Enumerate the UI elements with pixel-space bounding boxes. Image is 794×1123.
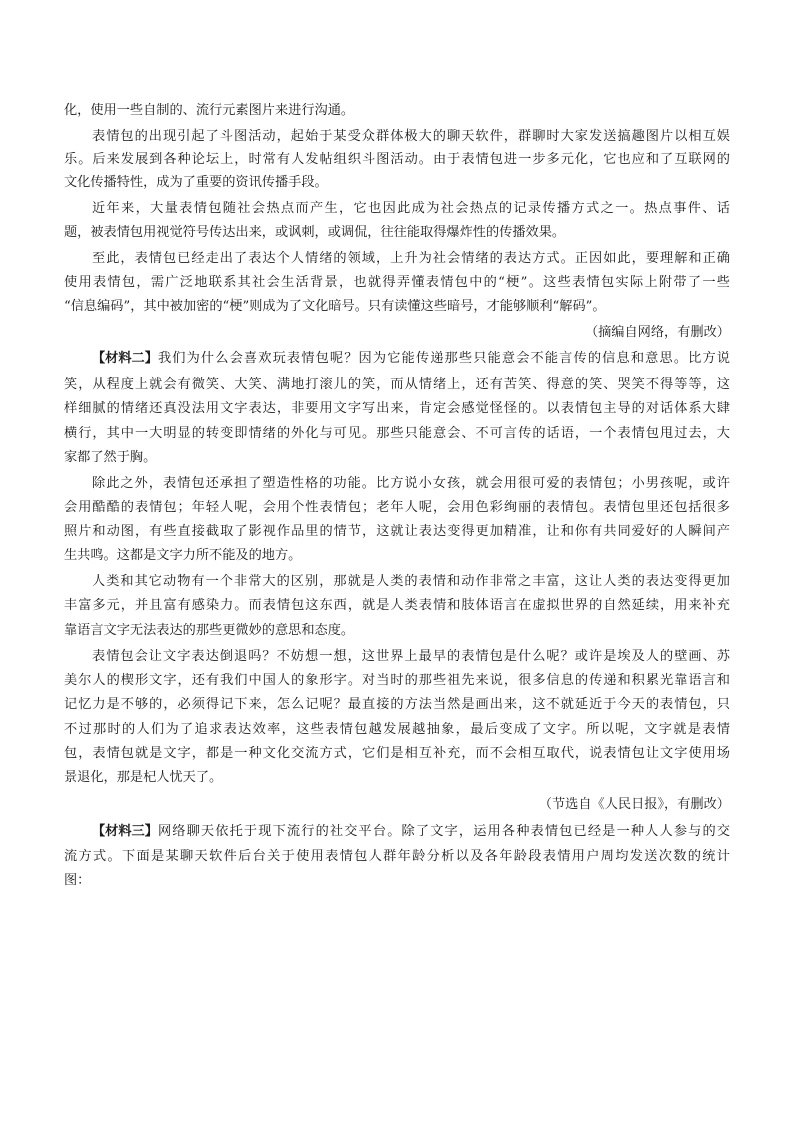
paragraph-line: 景退化，那是杞人忧天了。 bbox=[64, 770, 223, 785]
paragraph-line: 记忆力是不够的，必须得记下来，怎么记呢？最直接的方法当然是画出来，这不就延近于今天的表情包，只 bbox=[64, 697, 730, 712]
paragraph-line: 靠语言文字无法表达的那些更微妙的意思和态度。 bbox=[64, 623, 355, 638]
paragraph-line: 表情包会让文字表达倒退吗？不妨想一想，这世界上最早的表情包是什么呢？或许是埃及人的壁画、苏 bbox=[92, 649, 730, 664]
paragraph-line bbox=[92, 825, 730, 838]
paragraph-line: 包，表情包就是文字，都是一种文化交流方式，它们是相互补充，而不会相互取代，说表情包让文字使用场 bbox=[64, 746, 730, 761]
paragraph-line: 流方式。下面是某聊天软件后台关于使用表情包人群年龄分析以及各年龄段表情用户周均发送次数的统计 bbox=[64, 849, 730, 864]
paragraph-line: 样细腻的情绪还真没法用文字表达，非要用文字写出来，肯定会感觉怪怪的。以表情包主导的对话体系大肆 bbox=[64, 401, 730, 416]
material-two-label: 【材料二】 bbox=[92, 351, 158, 366]
paragraph-line: 丰富多元，并且富有感染力。而表情包这东西，就是人类表情和肢体语言在虚拟世界的自然延续，用来补充 bbox=[64, 598, 730, 613]
paragraph-line: 不过那时的人们为了追求表达效率，这些表情包越发展越抽象，最后变成了文字。所以呢，文字就是表情 bbox=[64, 722, 730, 737]
material-three-label: 【材料三】 bbox=[92, 824, 158, 839]
paragraph-line: 至此，表情包已经走出了表达个人情绪的领域，上升为社会情绪的表达方式。正因如此，要理解和正确 bbox=[92, 251, 730, 266]
paragraph-line: 题，被表情包用视觉符号传达出来，或讽刺，或调侃，往往能取得爆炸性的传播效果。 bbox=[64, 225, 566, 240]
paragraph-text: 网络聊天依托于现下流行的社交平台。除了文字，运用各种表情包已经是一种人人参与的交 bbox=[157, 824, 730, 839]
source-note: （节选自《人民日报》，有删改） bbox=[538, 797, 730, 812]
paragraph-line: 家都了然于胸。 bbox=[64, 450, 157, 465]
paragraph-line: 横行，其中一大明显的转变即情绪的外化与可见。那些只能意会、不可言传的话语，一个表情包甩过去，大 bbox=[64, 426, 730, 441]
paragraph-line: 照片和动图，有些直接截取了影视作品里的情节，这就让表达变得更加精准，让和你有共同爱好的人瞬间产 bbox=[64, 524, 730, 539]
paragraph-line: 表情包的出现引起了斗图活动，起始于某受众群体极大的聊天软件，群聊时大家发送搞趣图片以相互娱 bbox=[92, 129, 730, 144]
paragraph-line: 生共鸣。这都是文字力所不能及的地方。 bbox=[64, 548, 302, 563]
source-note: （摘编自网络，有删改） bbox=[584, 325, 730, 340]
paragraph-text: 我们为什么会喜欢玩表情包呢？因为它能传递那些只能意会不能言传的信息和意思。比方说 bbox=[157, 351, 730, 366]
paragraph-line: 笑，从程度上就会有微笑、大笑、满地打滚儿的笑，而从情绪上，还有苦笑、得意的笑、哭笑不得等等，这 bbox=[64, 377, 730, 392]
paragraph-line: 化，使用一些自制的、流行元素图片来进行沟通。 bbox=[64, 103, 355, 118]
paragraph-line: 美尔人的楔形文字，还有我们中国人的象形字。对当时的那些祖先来说，很多信息的传递和积累光靠语言和 bbox=[64, 673, 730, 688]
paragraph-line: 近年来，大量表情包随社会热点而产生，它也因此成为社会热点的记录传播方式之一。热点事件、话 bbox=[92, 201, 730, 216]
paragraph-line: 除此之外，表情包还承担了塑造性格的功能。比方说小女孩，就会用很可爱的表情包；小男孩呢，或许 bbox=[92, 476, 730, 491]
paragraph-line: “信息编码”，其中被加密的“梗”则成为了文化暗号。只有读懂这些暗号，才能够顺利“解码”。 bbox=[64, 299, 606, 314]
paragraph-line: 人类和其它动物有一个非常大的区别，那就是人类的表情和动作非常之丰富，这让人类的表达变得更加 bbox=[92, 574, 730, 589]
paragraph-line: 文化传播特性，成为了重要的资讯传播手段。 bbox=[64, 175, 328, 190]
paragraph-line: 会用酷酷的表情包；年轻人呢，会用个性表情包；老年人呢，会用色彩绚丽的表情包。表情包里还包括很多 bbox=[64, 500, 730, 515]
paragraph-line: 使用表情包，需广泛地联系其社会生活背景，也就得弄懂表情包中的“梗”。这些表情包实际上附带了一些 bbox=[64, 275, 730, 290]
paragraph-line: 乐。后来发展到各种论坛上，时常有人发帖组织斗图活动。由于表情包进一步多元化，它也应和了互联网的 bbox=[64, 152, 730, 167]
paragraph-line bbox=[92, 352, 730, 365]
paragraph-line: 图： bbox=[64, 873, 91, 888]
